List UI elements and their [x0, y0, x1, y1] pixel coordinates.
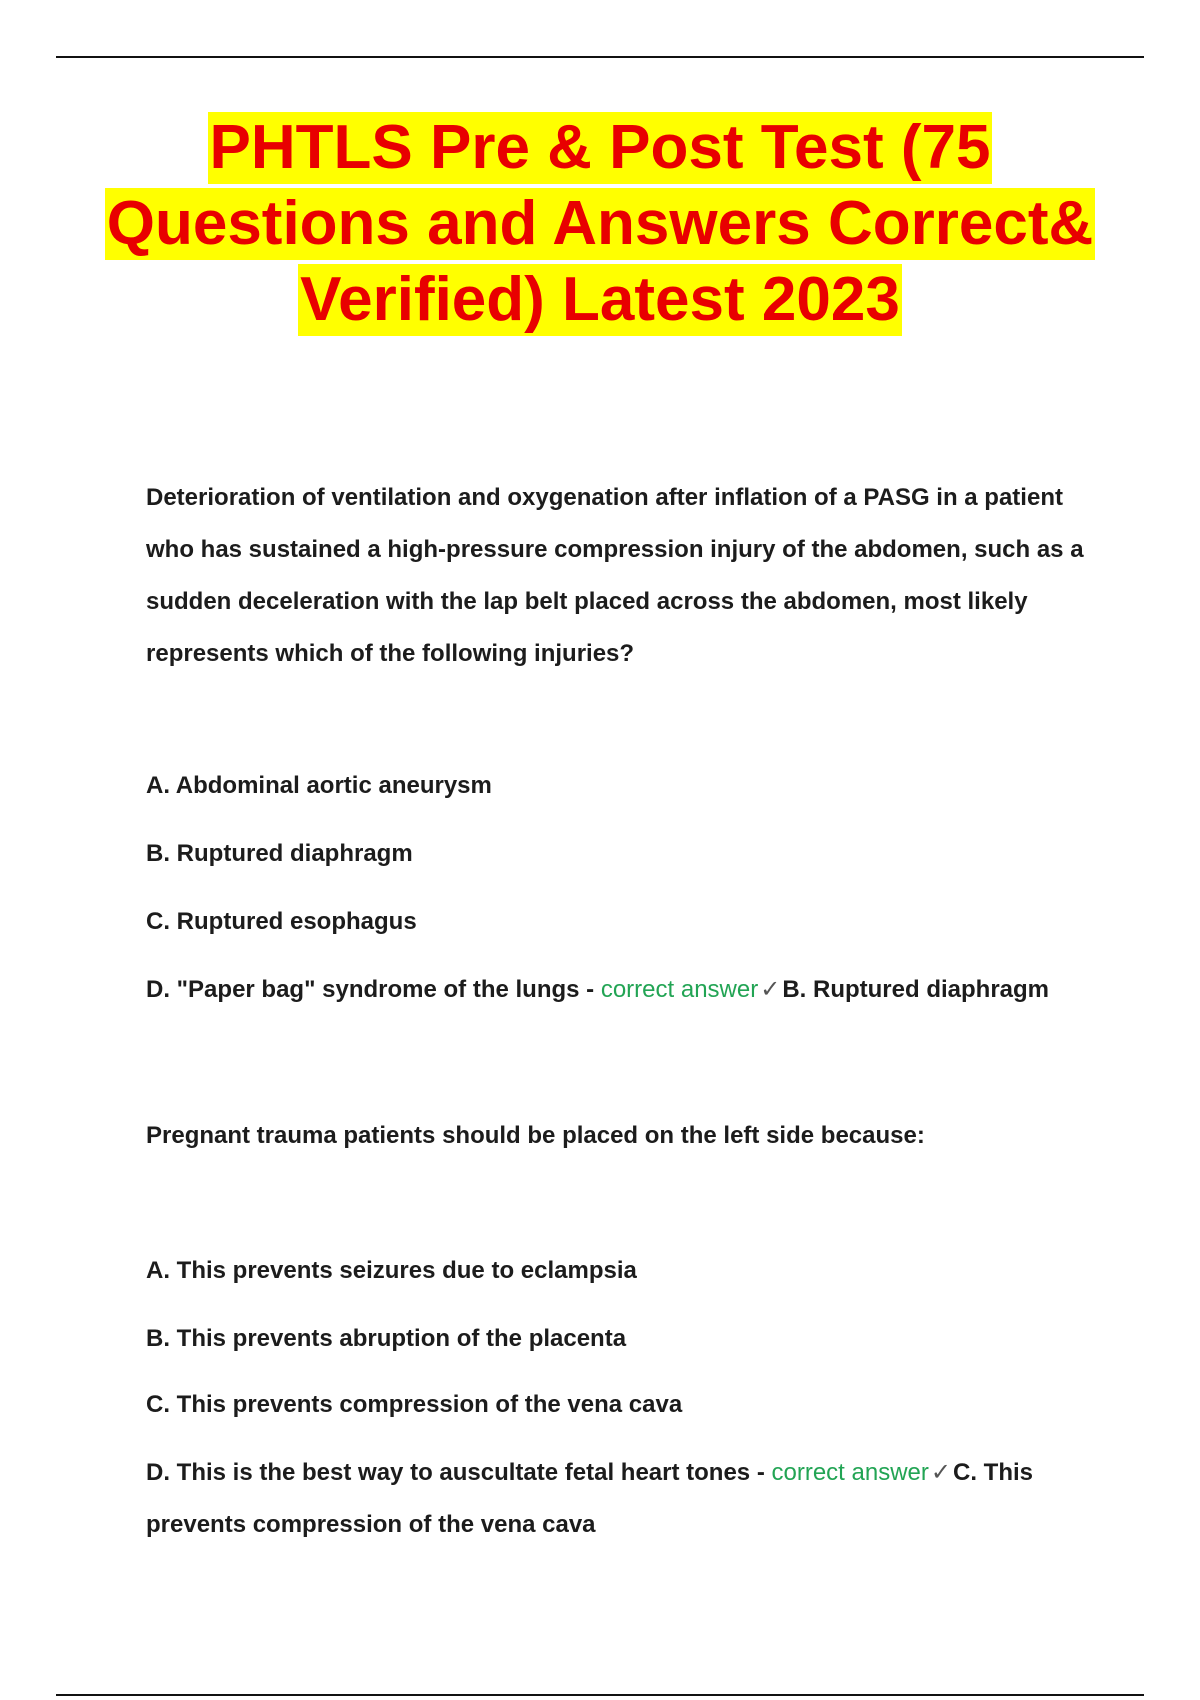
question-2-option-b: B. This prevents abruption of the placenta [146, 1325, 627, 1352]
check-icon: ✓ [930, 1459, 951, 1486]
title-line-2: Questions and Answers Correct& [106, 189, 1094, 258]
top-rule [56, 56, 1144, 58]
question-1-option-b: B. Ruptured diaphragm [146, 840, 413, 867]
document-title [0, 112, 1200, 340]
question-2-option-c: C. This prevents compression of the vena cava [146, 1391, 683, 1418]
question-2-text: Pregnant trauma patients should be placed on the left side because: [146, 1122, 925, 1149]
question-1-option-d-text: D. "Paper bag" syndrome of the lungs - [146, 976, 595, 1003]
question-2 [146, 1122, 1106, 1150]
question-2-correct-label: correct answer [771, 1459, 929, 1486]
question-1-text: Deterioration of ventilation and oxygenation after inflation of a PASG in a patient who has sustained a high-pressure compression injury of the abdomen, such as a sudden deceleration with the lap belt placed across the abdomen, most likely represents which of the following injuries? [146, 484, 1084, 667]
question-1-option-c: C. Ruptured esophagus [146, 908, 417, 935]
question-1 [146, 472, 1106, 680]
question-1-answer: B. Ruptured diaphragm [782, 976, 1049, 1003]
title-line-1: PHTLS Pre & Post Test (75 [209, 113, 991, 182]
check-icon: ✓ [760, 976, 781, 1003]
question-1-option-d [146, 976, 1049, 1004]
question-2-option-d [146, 1447, 1086, 1551]
question-1-option-a: A. Abdominal aortic aneurysm [146, 772, 492, 799]
question-1-correct-label: correct answer [600, 976, 759, 1003]
question-2-answer: C. This prevents compression of the vena cava [146, 1459, 1033, 1538]
bottom-rule [56, 1694, 1144, 1696]
question-2-option-a: A. This prevents seizures due to eclampsia [146, 1257, 637, 1284]
title-line-3: Verified) Latest 2023 [300, 265, 900, 334]
question-2-option-d-text: D. This is the best way to auscultate fetal heart tones - [146, 1459, 765, 1486]
